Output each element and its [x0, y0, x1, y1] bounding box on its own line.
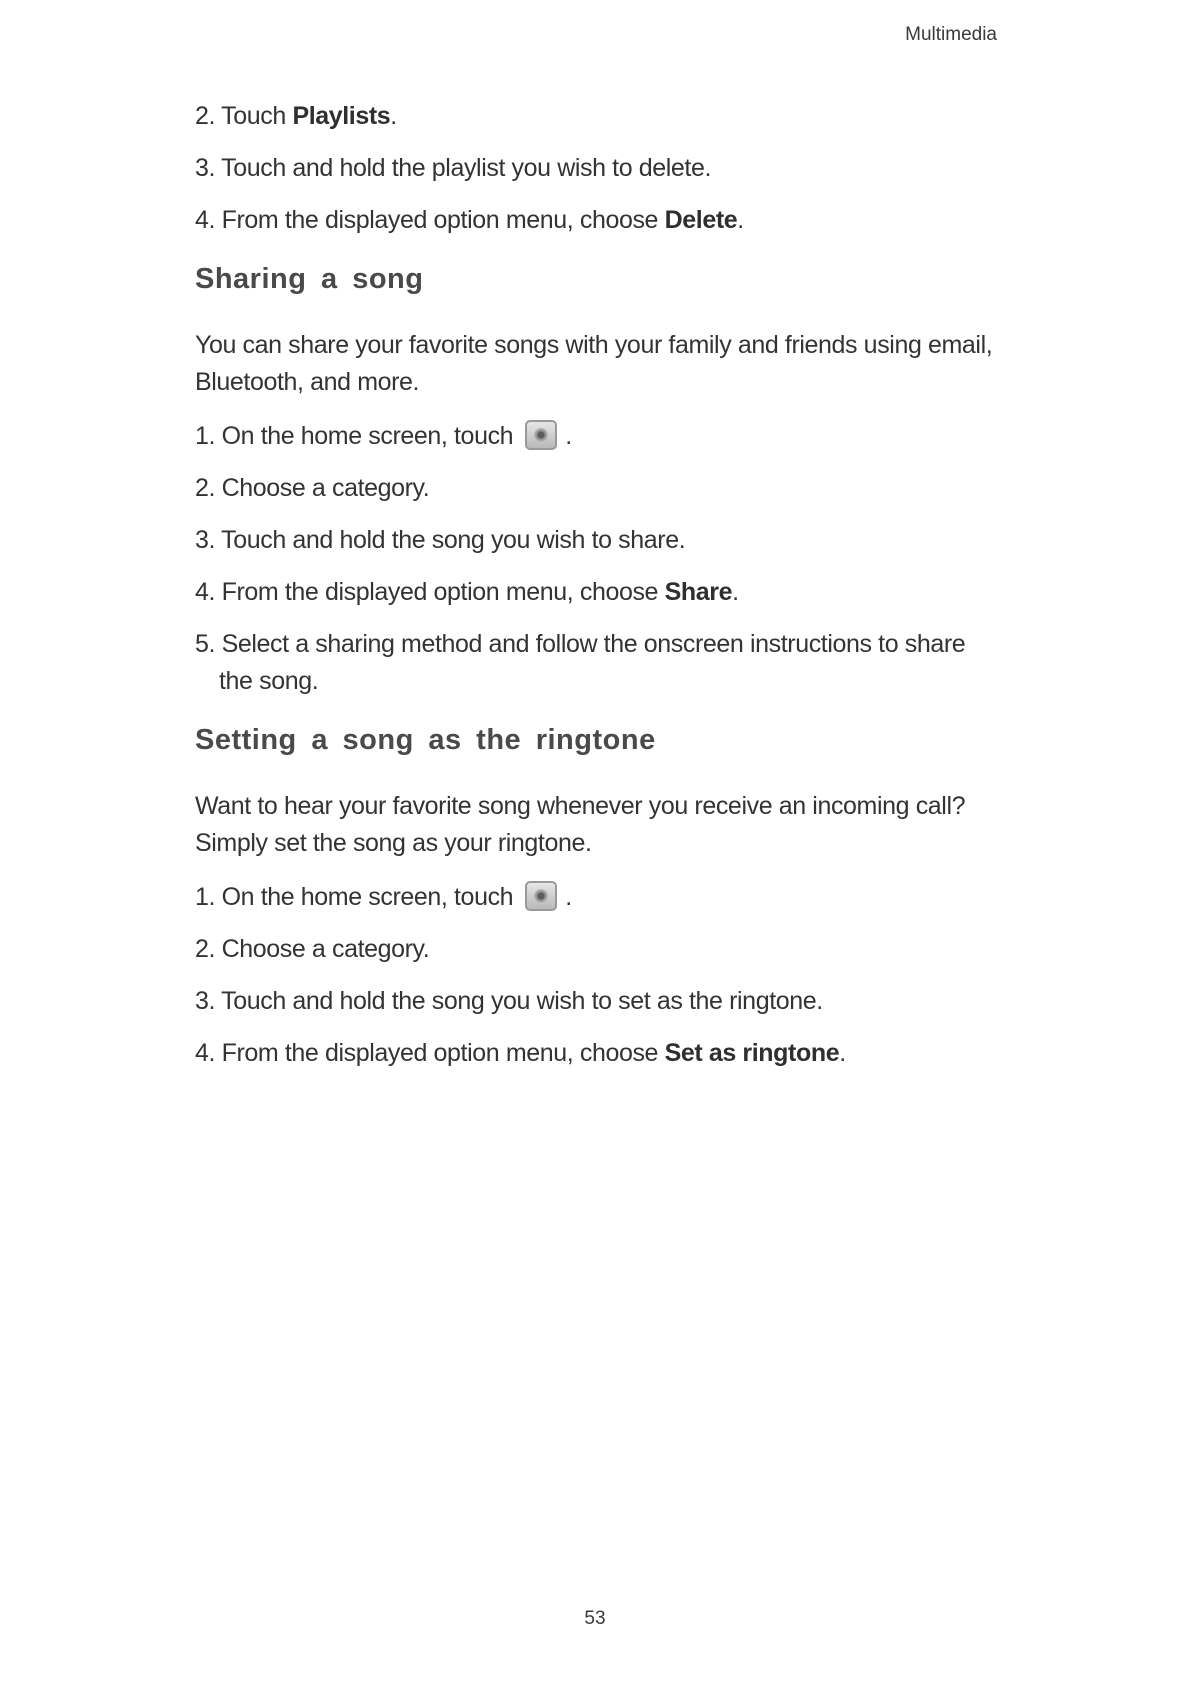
intro-step-2: [195, 98, 1005, 135]
music-app-icon: [525, 881, 557, 911]
step-end: .: [565, 883, 572, 911]
sharing-step-3: [195, 522, 1005, 559]
step-end: .: [732, 578, 739, 606]
running-header: Multimedia: [905, 24, 997, 45]
step-text: On the home screen, touch: [221, 422, 514, 450]
step-text: Touch and hold the playlist you wish to delete.: [221, 154, 712, 182]
step-number: 4.: [195, 1039, 216, 1067]
sharing-step-5: [195, 626, 1005, 700]
step-number: 2.: [195, 474, 216, 502]
sharing-step-4: [195, 574, 1005, 611]
step-text: From the displayed option menu, choose: [221, 206, 665, 234]
step-end: .: [839, 1039, 846, 1067]
intro-step-3: [195, 150, 1005, 187]
step-bold-term: Share: [664, 578, 733, 606]
step-text: On the home screen, touch: [221, 883, 514, 911]
step-bold-term: Playlists: [292, 102, 391, 130]
section-heading-sharing: Sharing a song: [195, 263, 424, 295]
step-number: 3.: [195, 987, 216, 1015]
sharing-step-1: [195, 418, 1005, 455]
step-text: Touch and hold the song you wish to share.: [221, 526, 686, 554]
step-text: Select a sharing method and follow the onscreen instructions to share the song.: [219, 630, 966, 695]
step-text: From the displayed option menu, choose: [221, 1039, 665, 1067]
page-content: [195, 98, 1005, 1087]
sharing-intro: You can share your favorite songs with your family and friends using email, Bluetooth, and more.: [195, 331, 993, 396]
step-number: 3.: [195, 154, 216, 182]
section-heading-ringtone: Setting a song as the ringtone: [195, 724, 656, 756]
step-number: 5.: [195, 630, 216, 658]
music-app-icon: [525, 420, 557, 450]
step-number: 3.: [195, 526, 216, 554]
step-end: .: [565, 422, 572, 450]
step-number: 1.: [195, 883, 216, 911]
step-text: Choose a category.: [221, 474, 430, 502]
sharing-step-2: [195, 470, 1005, 507]
step-end: .: [390, 102, 397, 130]
ringtone-step-4: [195, 1035, 1005, 1072]
step-end: .: [737, 206, 744, 234]
step-text: Touch and hold the song you wish to set as the ringtone.: [221, 987, 823, 1015]
ringtone-step-1: [195, 879, 1005, 916]
step-number: 4.: [195, 578, 216, 606]
step-text: From the displayed option menu, choose: [221, 578, 665, 606]
step-bold-term: Set as ringtone: [664, 1039, 840, 1067]
step-bold-term: Delete: [664, 206, 738, 234]
ringtone-step-2: [195, 931, 1005, 968]
step-text: Touch: [221, 102, 293, 130]
intro-step-4: [195, 202, 1005, 239]
step-number: 2.: [195, 935, 216, 963]
ringtone-step-3: [195, 983, 1005, 1020]
step-text: Choose a category.: [221, 935, 430, 963]
step-number: 2.: [195, 102, 216, 130]
step-number: 4.: [195, 206, 216, 234]
page-number: 53: [584, 1608, 606, 1629]
ringtone-intro: Want to hear your favorite song whenever you receive an incoming call? Simply set the song as your ringtone.: [195, 792, 966, 857]
step-number: 1.: [195, 422, 216, 450]
